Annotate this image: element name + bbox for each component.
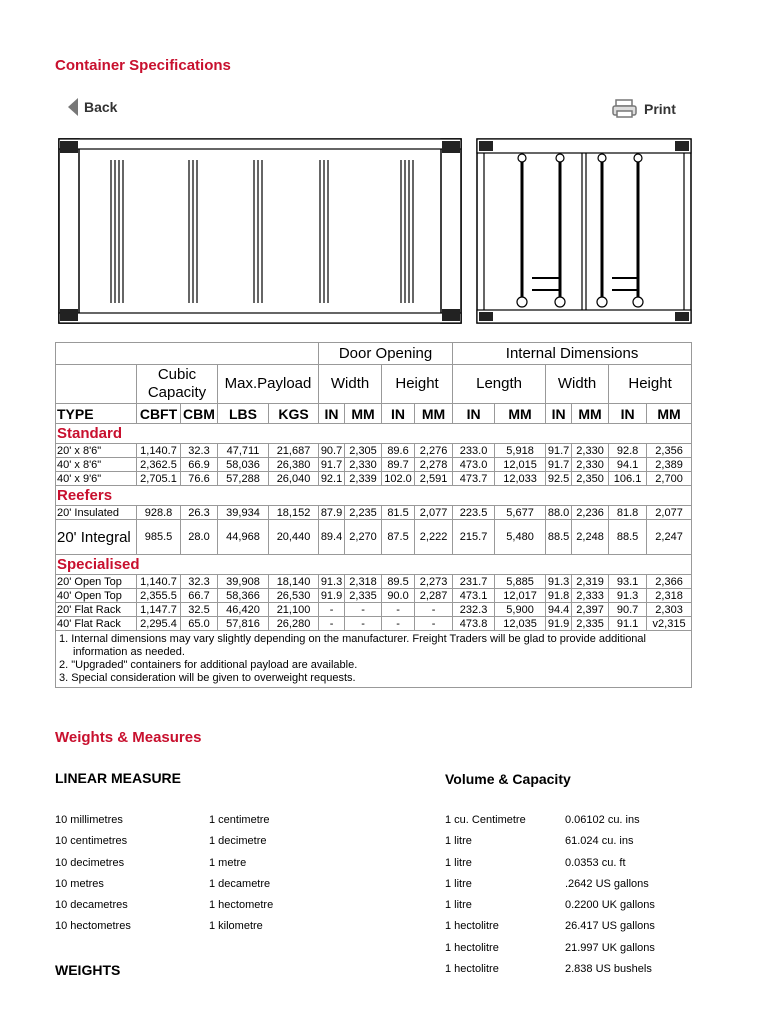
value-cell: 26,380	[269, 458, 319, 472]
linear-measure-list	[55, 814, 395, 942]
value-cell: 2,330	[572, 458, 609, 472]
value-cell: 32.3	[181, 444, 218, 458]
page-title: Container Specifications	[55, 57, 231, 74]
back-arrow-icon	[68, 98, 78, 116]
measure-row	[55, 920, 395, 941]
internal-dimensions-header: Internal Dimensions	[453, 343, 692, 365]
measure-from: 10 decametres	[55, 899, 128, 912]
value-cell: 2,700	[647, 472, 692, 486]
measure-to: 26.417 US gallons	[565, 920, 655, 933]
note-3: 3. Special consideration will be given to overweight requests.	[59, 672, 356, 684]
value-cell: 2,222	[415, 520, 453, 555]
measure-row	[55, 878, 395, 899]
value-cell: 5,900	[495, 603, 546, 617]
value-cell: 91.1	[609, 617, 647, 631]
value-cell: 12,035	[495, 617, 546, 631]
value-cell: 5,885	[495, 575, 546, 589]
value-cell: 87.9	[319, 506, 345, 520]
measure-from: 1 litre	[445, 856, 472, 869]
value-cell: 2,305	[345, 444, 382, 458]
measure-from: 10 centimetres	[55, 835, 128, 848]
value-cell: 106.1	[609, 472, 647, 486]
value-cell: 18,152	[269, 506, 319, 520]
value-cell: 89.6	[382, 444, 415, 458]
linear-measure-heading: LINEAR MEASURE	[55, 770, 182, 786]
value-cell: 91.3	[609, 589, 647, 603]
table-row	[56, 506, 692, 520]
weights-heading: WEIGHTS	[55, 962, 121, 978]
back-button[interactable]	[68, 98, 117, 116]
value-cell: 32.5	[181, 603, 218, 617]
value-cell: 2,397	[572, 603, 609, 617]
value-cell: 92.1	[319, 472, 345, 486]
value-cell: 2,333	[572, 589, 609, 603]
container-door-view-illustration	[476, 138, 692, 324]
measure-from: 1 cu. Centimetre	[445, 814, 526, 826]
container-type-cell: 20' Integral	[56, 520, 137, 555]
measure-to: 2.838 US bushels	[565, 963, 652, 976]
value-cell: 26,280	[269, 617, 319, 631]
measure-to: 0.0353 cu. ft	[565, 856, 626, 869]
value-cell: 12,015	[495, 458, 546, 472]
value-cell: 2,339	[345, 472, 382, 486]
measure-row	[445, 920, 745, 941]
value-cell: 21,100	[269, 603, 319, 617]
value-cell: 91.7	[319, 458, 345, 472]
value-cell: 2,335	[572, 617, 609, 631]
value-cell: 2,270	[345, 520, 382, 555]
value-cell: 2,318	[345, 575, 382, 589]
value-cell: 2,248	[572, 520, 609, 555]
value-cell: 2,366	[647, 575, 692, 589]
value-cell: 223.5	[453, 506, 495, 520]
value-cell: 58,366	[218, 589, 269, 603]
measure-to: 1 decametre	[209, 877, 271, 890]
value-cell: 81.8	[609, 506, 647, 520]
value-cell: 26,530	[269, 589, 319, 603]
door-width-header: Width	[319, 365, 382, 404]
container-type-cell: 40' x 9'6"	[56, 472, 137, 486]
value-cell: 2,276	[415, 444, 453, 458]
value-cell: 215.7	[453, 520, 495, 555]
measure-to: 1 hectometre	[209, 899, 274, 912]
value-cell: 928.8	[137, 506, 181, 520]
internal-height-header: Height	[609, 365, 692, 404]
value-cell: 47,711	[218, 444, 269, 458]
value-cell: 28.0	[181, 520, 218, 555]
unit-header-cell: IN	[609, 404, 647, 424]
measure-to: 0.2200 UK gallons	[565, 899, 655, 912]
note-1-cont: information as needed.	[73, 646, 185, 658]
value-cell: 89.4	[319, 520, 345, 555]
container-type-cell: 20' Open Top	[56, 575, 137, 589]
value-cell: -	[415, 617, 453, 631]
value-cell: 473.0	[453, 458, 495, 472]
measure-to: 21.997 UK gallons	[565, 941, 655, 954]
value-cell: 91.8	[546, 589, 572, 603]
value-cell: 473.8	[453, 617, 495, 631]
unit-header-cell: LBS	[218, 404, 269, 424]
measure-from: 10 hectometres	[55, 920, 131, 933]
value-cell: 2,389	[647, 458, 692, 472]
unit-header-cell: IN	[319, 404, 345, 424]
value-cell: 12,033	[495, 472, 546, 486]
value-cell: 2,287	[415, 589, 453, 603]
section-header: Reefers	[56, 486, 692, 506]
value-cell: 32.3	[181, 575, 218, 589]
value-cell: 92.5	[546, 472, 572, 486]
cubic-capacity-header: Cubic Capacity	[137, 365, 218, 404]
unit-header-cell: CBM	[181, 404, 218, 424]
container-type-cell: 40' x 8'6"	[56, 458, 137, 472]
measure-row	[55, 835, 395, 856]
value-cell: 1,140.7	[137, 444, 181, 458]
table-row	[56, 603, 692, 617]
measure-from: 1 litre	[445, 899, 472, 912]
value-cell: 231.7	[453, 575, 495, 589]
value-cell: 26,040	[269, 472, 319, 486]
value-cell: 90.0	[382, 589, 415, 603]
value-cell: 2,318	[647, 589, 692, 603]
value-cell: 65.0	[181, 617, 218, 631]
value-cell: 2,236	[572, 506, 609, 520]
container-type-cell: 20' Insulated	[56, 506, 137, 520]
table-row	[56, 472, 692, 486]
unit-header-cell: CBFT	[137, 404, 181, 424]
door-opening-header: Door Opening	[319, 343, 453, 365]
unit-header-cell: MM	[345, 404, 382, 424]
value-cell: 12,017	[495, 589, 546, 603]
measure-row	[55, 814, 395, 835]
measure-row	[445, 857, 745, 878]
measure-row	[445, 899, 745, 920]
unit-header-cell: MM	[495, 404, 546, 424]
note-2: 2. "Upgraded" containers for additional payload are available.	[59, 659, 358, 671]
value-cell: 44,968	[218, 520, 269, 555]
value-cell: 88.5	[609, 520, 647, 555]
value-cell: -	[345, 603, 382, 617]
value-cell: 473.1	[453, 589, 495, 603]
value-cell: 5,677	[495, 506, 546, 520]
value-cell: 89.5	[382, 575, 415, 589]
measure-row	[445, 835, 745, 856]
table-row	[56, 458, 692, 472]
table-row	[56, 520, 692, 555]
value-cell: 94.1	[609, 458, 647, 472]
section-header: Specialised	[56, 555, 692, 575]
value-cell: v2,315	[647, 617, 692, 631]
value-cell: 2,330	[572, 444, 609, 458]
volume-capacity-list	[445, 814, 745, 984]
value-cell: 2,273	[415, 575, 453, 589]
value-cell: 21,687	[269, 444, 319, 458]
unit-header-cell: IN	[382, 404, 415, 424]
value-cell: 89.7	[382, 458, 415, 472]
measure-to: 1 centimetre	[209, 814, 270, 826]
value-cell: 985.5	[137, 520, 181, 555]
section-header: Standard	[56, 424, 692, 444]
measure-from: 1 litre	[445, 877, 472, 890]
measure-from: 1 hectolitre	[445, 920, 499, 933]
value-cell: 20,440	[269, 520, 319, 555]
max-payload-header: Max.Payload	[218, 365, 319, 404]
container-side-view-illustration	[58, 138, 462, 324]
door-height-header: Height	[382, 365, 453, 404]
measure-from: 10 millimetres	[55, 814, 123, 826]
measure-row	[445, 814, 745, 835]
value-cell: 26.3	[181, 506, 218, 520]
value-cell: 66.7	[181, 589, 218, 603]
measure-to: 61.024 cu. ins	[565, 835, 634, 848]
value-cell: 87.5	[382, 520, 415, 555]
value-cell: 2,335	[345, 589, 382, 603]
value-cell: 2,362.5	[137, 458, 181, 472]
value-cell: -	[345, 617, 382, 631]
value-cell: 90.7	[319, 444, 345, 458]
unit-header-cell: MM	[572, 404, 609, 424]
value-cell: 91.7	[546, 458, 572, 472]
print-label: Print	[644, 101, 676, 117]
measure-row	[445, 878, 745, 899]
value-cell: -	[319, 603, 345, 617]
value-cell: 90.7	[609, 603, 647, 617]
value-cell: 233.0	[453, 444, 495, 458]
value-cell: 1,140.7	[137, 575, 181, 589]
value-cell: 2,295.4	[137, 617, 181, 631]
value-cell: 2,303	[647, 603, 692, 617]
value-cell: 92.8	[609, 444, 647, 458]
container-type-cell: 40' Open Top	[56, 589, 137, 603]
value-cell: 18,140	[269, 575, 319, 589]
container-type-cell: 20' x 8'6"	[56, 444, 137, 458]
unit-header-cell: MM	[415, 404, 453, 424]
table-row	[56, 589, 692, 603]
value-cell: 2,278	[415, 458, 453, 472]
container-type-cell: 20' Flat Rack	[56, 603, 137, 617]
back-label: Back	[84, 99, 118, 115]
table-notes	[56, 631, 692, 688]
weights-measures-title: Weights & Measures	[55, 729, 202, 746]
table-row	[56, 575, 692, 589]
value-cell: 88.0	[546, 506, 572, 520]
value-cell: 2,705.1	[137, 472, 181, 486]
measure-to: .2642 US gallons	[565, 877, 649, 890]
value-cell: 2,330	[345, 458, 382, 472]
value-cell: 88.5	[546, 520, 572, 555]
unit-header-cell: KGS	[269, 404, 319, 424]
measure-from: 1 hectolitre	[445, 941, 499, 954]
value-cell: 2,319	[572, 575, 609, 589]
value-cell: 91.3	[319, 575, 345, 589]
value-cell: 2,356	[647, 444, 692, 458]
value-cell: 91.9	[319, 589, 345, 603]
measure-row	[445, 963, 745, 984]
value-cell: 93.1	[609, 575, 647, 589]
measure-row	[55, 899, 395, 920]
measure-row	[445, 942, 745, 963]
measure-from: 10 decimetres	[55, 856, 125, 869]
unit-header-cell: MM	[647, 404, 692, 424]
internal-length-header: Length	[453, 365, 546, 404]
table-row	[56, 617, 692, 631]
measure-to: 1 kilometre	[209, 920, 263, 933]
value-cell: 5,480	[495, 520, 546, 555]
measure-from: 10 metres	[55, 877, 104, 890]
value-cell: 58,036	[218, 458, 269, 472]
unit-header-cell: TYPE	[56, 404, 137, 424]
value-cell: 1,147.7	[137, 603, 181, 617]
value-cell: 66.9	[181, 458, 218, 472]
value-cell: 5,918	[495, 444, 546, 458]
value-cell: -	[319, 617, 345, 631]
value-cell: 91.9	[546, 617, 572, 631]
measure-to: 1 decimetre	[209, 835, 267, 848]
value-cell: -	[415, 603, 453, 617]
value-cell: 2,247	[647, 520, 692, 555]
value-cell: 39,934	[218, 506, 269, 520]
value-cell: 81.5	[382, 506, 415, 520]
printer-icon	[612, 99, 638, 119]
value-cell: 46,420	[218, 603, 269, 617]
table-row	[56, 444, 692, 458]
value-cell: -	[382, 617, 415, 631]
value-cell: 2,077	[415, 506, 453, 520]
value-cell: -	[382, 603, 415, 617]
value-cell: 2,591	[415, 472, 453, 486]
value-cell: 102.0	[382, 472, 415, 486]
volume-capacity-heading: Volume & Capacity	[445, 771, 571, 787]
value-cell: 2,077	[647, 506, 692, 520]
container-type-cell: 40' Flat Rack	[56, 617, 137, 631]
value-cell: 57,816	[218, 617, 269, 631]
value-cell: 91.3	[546, 575, 572, 589]
value-cell: 91.7	[546, 444, 572, 458]
value-cell: 39,908	[218, 575, 269, 589]
note-1: 1. Internal dimensions may vary slightly depending on the manufacturer. Freight Traders will be glad to provide additional	[59, 633, 646, 645]
container-spec-table	[55, 342, 692, 688]
unit-header-row	[56, 404, 692, 424]
value-cell: 76.6	[181, 472, 218, 486]
internal-width-header: Width	[546, 365, 609, 404]
value-cell: 473.7	[453, 472, 495, 486]
unit-header-cell: IN	[546, 404, 572, 424]
value-cell: 2,355.5	[137, 589, 181, 603]
value-cell: 2,235	[345, 506, 382, 520]
unit-header-cell: IN	[453, 404, 495, 424]
value-cell: 232.3	[453, 603, 495, 617]
value-cell: 57,288	[218, 472, 269, 486]
print-button[interactable]	[612, 99, 676, 119]
value-cell: 94.4	[546, 603, 572, 617]
measure-row	[55, 857, 395, 878]
value-cell: 2,350	[572, 472, 609, 486]
measure-to: 0.06102 cu. ins	[565, 814, 640, 826]
measure-from: 1 hectolitre	[445, 963, 499, 976]
measure-to: 1 metre	[209, 856, 247, 869]
measure-from: 1 litre	[445, 835, 472, 848]
